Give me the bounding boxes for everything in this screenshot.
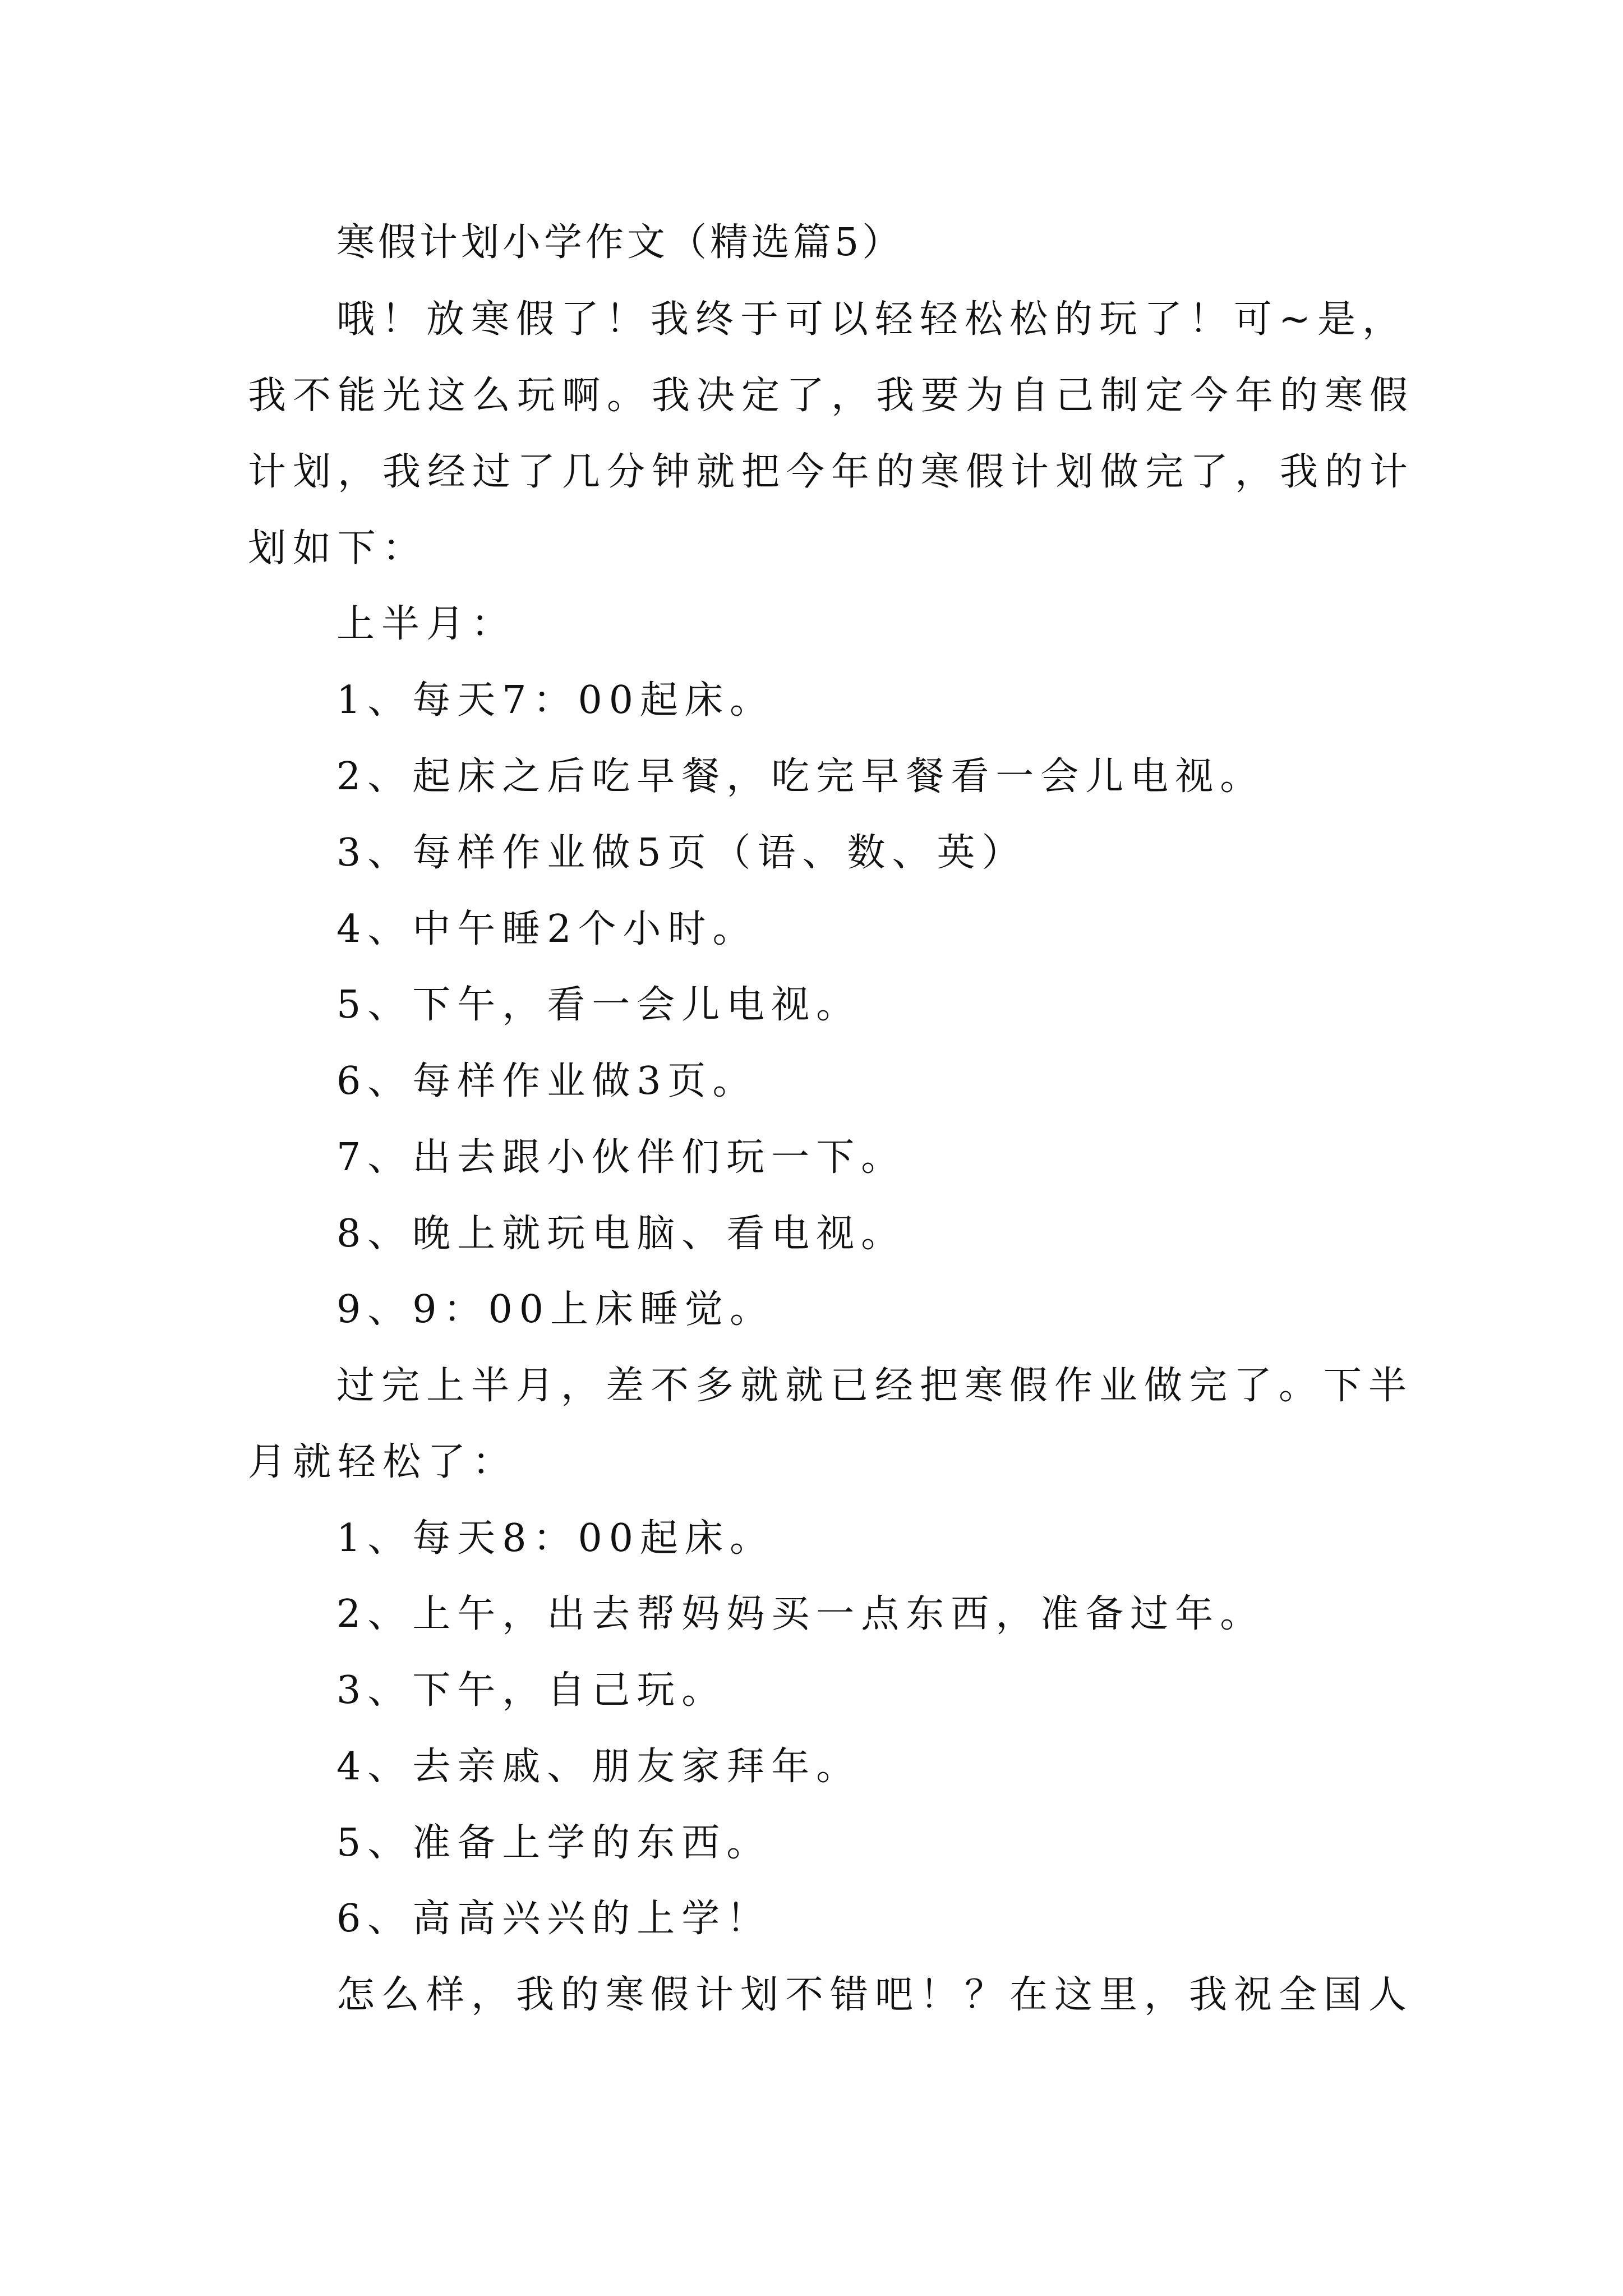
second-half-item: 4、去亲戚、朋友家拜年。 [336,1745,861,1789]
first-half-item: 1、每天7：00起床。 [336,678,775,723]
intro-line-3: 计划，我经过了几分钟就把今年的寒假计划做完了，我的计 [248,450,1415,494]
first-half-heading: 上半月： [336,602,517,646]
intro-line-4: 划如下： [248,526,428,570]
intro-line-1: 哦！放寒假了！我终于可以轻轻松松的玩了！可~是， [336,297,1407,342]
first-half-item: 4、中午睡2个小时。 [336,907,758,951]
first-half-item: 2、起床之后吃早餐，吃完早餐看一会儿电视。 [336,754,1265,799]
second-half-item: 3、下午，自己玩。 [336,1668,727,1713]
first-half-item: 6、每样作业做3页。 [336,1059,758,1103]
second-half-item: 2、上午，出去帮妈妈买一点东西，准备过年。 [336,1592,1265,1636]
transition-line-2: 月就轻松了： [248,1440,518,1484]
first-half-item: 3、每样作业做5页（语、数、英） [336,831,1027,875]
first-half-item: 8、晚上就玩电脑、看电视。 [336,1212,906,1256]
second-half-item: 6、高高兴兴的上学！ [336,1897,772,1941]
first-half-item: 9、9：00上床睡觉。 [336,1287,775,1332]
intro-line-2: 我不能光这么玩啊。我决定了，我要为自己制定今年的寒假 [248,374,1415,418]
first-half-item: 5、下午，看一会儿电视。 [336,983,861,1027]
closing-line: 怎么样，我的寒假计划不错吧！？在这里，我祝全国人 [336,1973,1414,2017]
second-half-item: 5、准备上学的东西。 [336,1821,772,1865]
second-half-item: 1、每天8：00起床。 [336,1516,775,1561]
document-title: 寒假计划小学作文（精选篇5） [336,220,904,265]
transition-line-1: 过完上半月，差不多就就已经把寒假作业做完了。下半 [336,1364,1414,1408]
first-half-item: 7、出去跟小伙伴们玩一下。 [336,1135,906,1180]
